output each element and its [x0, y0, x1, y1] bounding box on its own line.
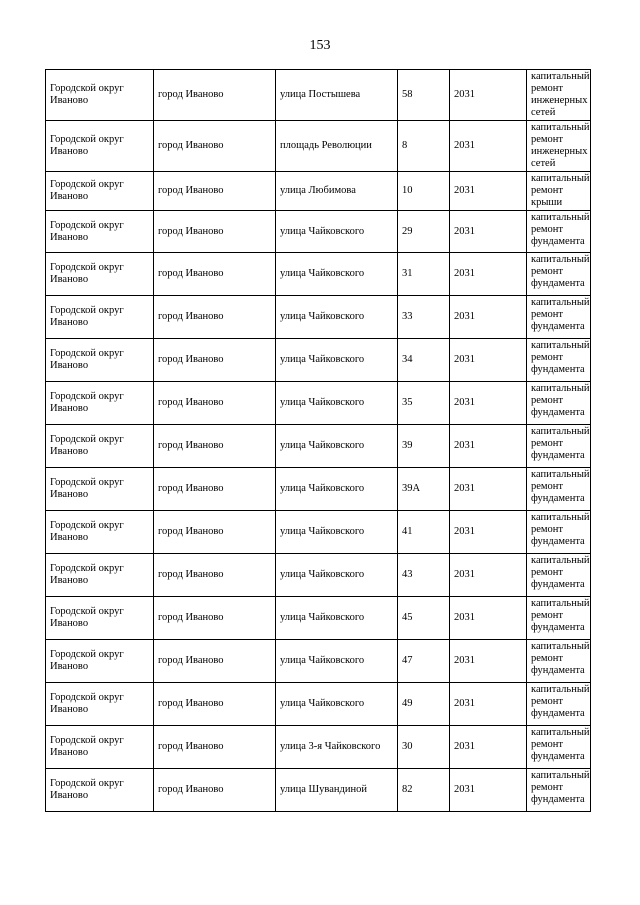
- street-cell: улица Чайковского: [276, 211, 398, 253]
- municipality-cell: Городской округ Иваново: [46, 121, 154, 172]
- house-number-cell: 39: [398, 425, 450, 468]
- settlement-cell: город Иваново: [154, 554, 276, 597]
- house-number-cell: 31: [398, 253, 450, 296]
- year-cell: 2031: [450, 597, 527, 640]
- work-type-cell: капитальный ремонт фундамента: [527, 769, 591, 812]
- municipality-cell: Городской округ Иваново: [46, 253, 154, 296]
- work-type-cell: капитальный ремонт фундамента: [527, 468, 591, 511]
- settlement-cell: город Иваново: [154, 726, 276, 769]
- settlement-cell: город Иваново: [154, 640, 276, 683]
- table-row: [46, 640, 591, 683]
- year-cell: 2031: [450, 121, 527, 172]
- municipality-cell: Городской округ Иваново: [46, 172, 154, 211]
- table-body: [46, 70, 591, 812]
- house-number-cell: 10: [398, 172, 450, 211]
- municipality-cell: Городской округ Иваново: [46, 70, 154, 121]
- municipality-cell: Городской округ Иваново: [46, 339, 154, 382]
- table-row: [46, 425, 591, 468]
- year-cell: 2031: [450, 172, 527, 211]
- table-row: [46, 296, 591, 339]
- table-row: [46, 121, 591, 172]
- year-cell: 2031: [450, 253, 527, 296]
- work-type-cell: капитальный ремонт фундамента: [527, 554, 591, 597]
- house-number-cell: 30: [398, 726, 450, 769]
- settlement-cell: город Иваново: [154, 425, 276, 468]
- street-cell: улица Чайковского: [276, 296, 398, 339]
- municipality-cell: Городской округ Иваново: [46, 468, 154, 511]
- table-row: [46, 511, 591, 554]
- table-row: [46, 211, 591, 253]
- table-row: [46, 769, 591, 812]
- work-type-cell: капитальный ремонт инженерных сетей: [527, 70, 591, 121]
- table-row: [46, 172, 591, 211]
- house-number-cell: 58: [398, 70, 450, 121]
- house-number-cell: 47: [398, 640, 450, 683]
- house-number-cell: 49: [398, 683, 450, 726]
- house-number-cell: 43: [398, 554, 450, 597]
- work-type-cell: капитальный ремонт крыши: [527, 172, 591, 211]
- settlement-cell: город Иваново: [154, 172, 276, 211]
- house-number-cell: 8: [398, 121, 450, 172]
- house-number-cell: 35: [398, 382, 450, 425]
- year-cell: 2031: [450, 726, 527, 769]
- municipality-cell: Городской округ Иваново: [46, 382, 154, 425]
- street-cell: улица Постышева: [276, 70, 398, 121]
- year-cell: 2031: [450, 339, 527, 382]
- settlement-cell: город Иваново: [154, 121, 276, 172]
- municipality-cell: Городской округ Иваново: [46, 597, 154, 640]
- year-cell: 2031: [450, 382, 527, 425]
- municipality-cell: Городской округ Иваново: [46, 211, 154, 253]
- municipality-cell: Городской округ Иваново: [46, 640, 154, 683]
- work-type-cell: капитальный ремонт фундамента: [527, 683, 591, 726]
- year-cell: 2031: [450, 211, 527, 253]
- work-type-cell: капитальный ремонт фундамента: [527, 253, 591, 296]
- settlement-cell: город Иваново: [154, 683, 276, 726]
- street-cell: улица Шувандиной: [276, 769, 398, 812]
- year-cell: 2031: [450, 769, 527, 812]
- work-type-cell: капитальный ремонт фундамента: [527, 339, 591, 382]
- street-cell: улица Чайковского: [276, 554, 398, 597]
- table-row: [46, 253, 591, 296]
- house-number-cell: 45: [398, 597, 450, 640]
- house-number-cell: 82: [398, 769, 450, 812]
- table-row: [46, 597, 591, 640]
- street-cell: улица Чайковского: [276, 640, 398, 683]
- municipality-cell: Городской округ Иваново: [46, 726, 154, 769]
- work-type-cell: капитальный ремонт фундамента: [527, 425, 591, 468]
- work-type-cell: капитальный ремонт фундамента: [527, 640, 591, 683]
- year-cell: 2031: [450, 554, 527, 597]
- work-type-cell: капитальный ремонт инженерных сетей: [527, 121, 591, 172]
- municipality-cell: Городской округ Иваново: [46, 296, 154, 339]
- house-number-cell: 33: [398, 296, 450, 339]
- settlement-cell: город Иваново: [154, 769, 276, 812]
- work-type-cell: капитальный ремонт фундамента: [527, 511, 591, 554]
- work-type-cell: капитальный ремонт фундамента: [527, 296, 591, 339]
- year-cell: 2031: [450, 296, 527, 339]
- table-row: [46, 339, 591, 382]
- year-cell: 2031: [450, 70, 527, 121]
- settlement-cell: город Иваново: [154, 468, 276, 511]
- street-cell: улица Любимова: [276, 172, 398, 211]
- page-number: 153: [309, 38, 331, 53]
- work-type-cell: капитальный ремонт фундамента: [527, 382, 591, 425]
- municipality-cell: Городской округ Иваново: [46, 511, 154, 554]
- settlement-cell: город Иваново: [154, 597, 276, 640]
- house-number-cell: 29: [398, 211, 450, 253]
- year-cell: 2031: [450, 468, 527, 511]
- table-row: [46, 683, 591, 726]
- table-row: [46, 382, 591, 425]
- settlement-cell: город Иваново: [154, 70, 276, 121]
- settlement-cell: город Иваново: [154, 211, 276, 253]
- settlement-cell: город Иваново: [154, 339, 276, 382]
- work-type-cell: капитальный ремонт фундамента: [527, 211, 591, 253]
- municipality-cell: Городской округ Иваново: [46, 425, 154, 468]
- repair-schedule-table: [45, 69, 591, 812]
- municipality-cell: Городской округ Иваново: [46, 554, 154, 597]
- street-cell: улица Чайковского: [276, 425, 398, 468]
- street-cell: улица Чайковского: [276, 382, 398, 425]
- street-cell: улица Чайковского: [276, 511, 398, 554]
- municipality-cell: Городской округ Иваново: [46, 769, 154, 812]
- street-cell: улица Чайковского: [276, 683, 398, 726]
- municipality-cell: Городской округ Иваново: [46, 683, 154, 726]
- house-number-cell: 34: [398, 339, 450, 382]
- table-row: [46, 554, 591, 597]
- year-cell: 2031: [450, 425, 527, 468]
- settlement-cell: город Иваново: [154, 382, 276, 425]
- settlement-cell: город Иваново: [154, 253, 276, 296]
- year-cell: 2031: [450, 683, 527, 726]
- house-number-cell: 41: [398, 511, 450, 554]
- house-number-cell: 39А: [398, 468, 450, 511]
- table-row: [46, 70, 591, 121]
- table-row: [46, 468, 591, 511]
- street-cell: улица Чайковского: [276, 597, 398, 640]
- year-cell: 2031: [450, 640, 527, 683]
- work-type-cell: капитальный ремонт фундамента: [527, 726, 591, 769]
- year-cell: 2031: [450, 511, 527, 554]
- street-cell: улица Чайковского: [276, 253, 398, 296]
- settlement-cell: город Иваново: [154, 511, 276, 554]
- street-cell: площадь Революции: [276, 121, 398, 172]
- settlement-cell: город Иваново: [154, 296, 276, 339]
- street-cell: улица Чайковского: [276, 468, 398, 511]
- table-row: [46, 726, 591, 769]
- street-cell: улица 3-я Чайковского: [276, 726, 398, 769]
- street-cell: улица Чайковского: [276, 339, 398, 382]
- work-type-cell: капитальный ремонт фундамента: [527, 597, 591, 640]
